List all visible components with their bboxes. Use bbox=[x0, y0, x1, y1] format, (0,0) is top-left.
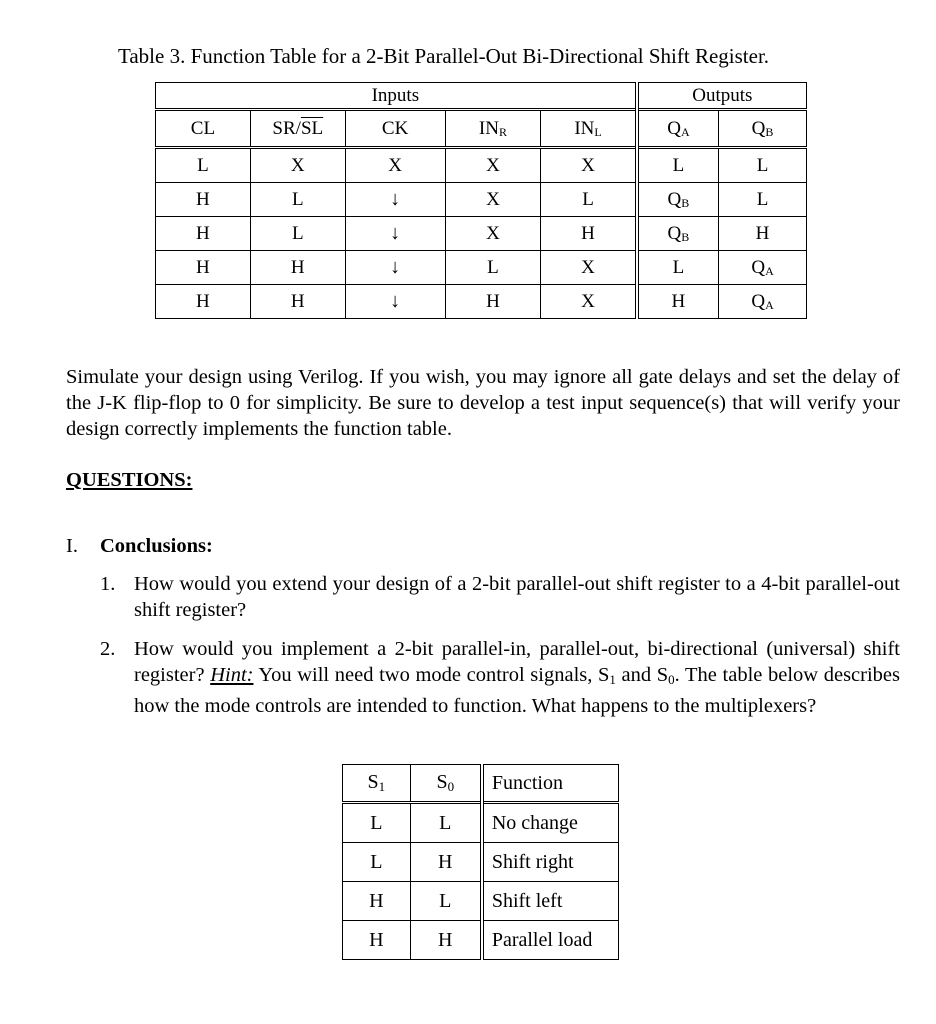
header-s0: $S_0$ bbox=[410, 765, 482, 803]
header-qb: $Q_B$ bbox=[719, 110, 807, 148]
mode-cell-s0: L bbox=[410, 882, 482, 921]
table-cell: L bbox=[156, 148, 251, 183]
function-table-shift-register bbox=[155, 82, 807, 319]
table-cell: X bbox=[250, 148, 345, 183]
header-function: Function bbox=[482, 765, 619, 803]
table-cell: L bbox=[541, 183, 637, 217]
header-in-r: $IN_R$ bbox=[445, 110, 541, 148]
table-cell: L bbox=[637, 251, 719, 285]
simulation-instructions: Simulate your design using Verilog. If you wish, you may ignore all gate delays and set the delay of the J-K flip-flop to 0 for simplicity. Be sure to develop a test input sequence(s) that will verify your design correctly implements the function table. bbox=[66, 366, 900, 440]
mode-cell-s0: L bbox=[410, 803, 482, 843]
header-qa: $Q_A$ bbox=[637, 110, 719, 148]
table-cell: ↓ bbox=[345, 217, 445, 251]
question-2-number: 2. bbox=[100, 638, 116, 660]
header-sr-sl: $SR/\overline{SL}$ bbox=[250, 110, 345, 148]
table-cell: H bbox=[156, 183, 251, 217]
question-1 bbox=[100, 571, 900, 623]
table-cell: X bbox=[445, 148, 541, 183]
table-row bbox=[156, 251, 807, 285]
table-cell: ↓ bbox=[345, 251, 445, 285]
table-cell: ↓ bbox=[345, 285, 445, 319]
table-cell: $Q_B$ bbox=[637, 217, 719, 251]
table-row bbox=[343, 843, 619, 882]
mode-cell-s0: H bbox=[410, 843, 482, 882]
table-cell: $Q_A$ bbox=[719, 251, 807, 285]
table-row bbox=[156, 148, 807, 183]
table-row bbox=[156, 217, 807, 251]
mode-cell-s1: H bbox=[343, 921, 411, 960]
conclusions-section-title: I. Conclusions: bbox=[66, 535, 213, 557]
table-cell: H bbox=[250, 251, 345, 285]
mode-cell-function: No change bbox=[482, 803, 619, 843]
table-caption: Table 3. Function Table for a 2-Bit Parallel-Out Bi-Directional Shift Register. bbox=[118, 44, 770, 68]
question-1-number: 1. bbox=[100, 573, 116, 595]
table-cell: H bbox=[156, 217, 251, 251]
table-cell: L bbox=[250, 217, 345, 251]
table-cell: $Q_A$ bbox=[719, 285, 807, 319]
table-cell: H bbox=[719, 217, 807, 251]
header-in-l: $IN_L$ bbox=[541, 110, 637, 148]
header-ck: CK bbox=[345, 110, 445, 148]
table-cell: L bbox=[719, 183, 807, 217]
header-cl: CL bbox=[156, 110, 251, 148]
mode-cell-function: Shift left bbox=[482, 882, 619, 921]
table-cell: H bbox=[637, 285, 719, 319]
table-cell: $Q_B$ bbox=[637, 183, 719, 217]
table-row bbox=[343, 803, 619, 843]
mode-cell-s1: L bbox=[343, 843, 411, 882]
table-cell: L bbox=[250, 183, 345, 217]
table-row bbox=[343, 882, 619, 921]
table-cell: H bbox=[445, 285, 541, 319]
question-2 bbox=[100, 636, 900, 740]
table-row bbox=[156, 183, 807, 217]
inputs-group-header: Inputs bbox=[156, 83, 637, 110]
table-cell: H bbox=[250, 285, 345, 319]
hint-label: Hint: bbox=[210, 664, 254, 686]
table-cell: L bbox=[719, 148, 807, 183]
table-cell: X bbox=[541, 148, 637, 183]
table-cell: ↓ bbox=[345, 183, 445, 217]
mode-cell-s1: H bbox=[343, 882, 411, 921]
table-cell: X bbox=[445, 183, 541, 217]
table-row bbox=[343, 921, 619, 960]
header-s1: $S_1$ bbox=[343, 765, 411, 803]
outputs-group-header: Outputs bbox=[637, 83, 807, 110]
table-cell: H bbox=[541, 217, 637, 251]
table-cell: X bbox=[541, 251, 637, 285]
table-cell: H bbox=[156, 251, 251, 285]
table-cell: H bbox=[156, 285, 251, 319]
mode-cell-s1: L bbox=[343, 803, 411, 843]
table-cell: L bbox=[445, 251, 541, 285]
mode-control-table bbox=[342, 764, 619, 960]
table-cell: L bbox=[637, 148, 719, 183]
table-row bbox=[156, 285, 807, 319]
question-1-text: How would you extend your design of a 2-bit parallel-out shift register to a 4-bit parallel-out shift register? bbox=[134, 573, 900, 621]
mode-cell-function: Parallel load bbox=[482, 921, 619, 960]
table-cell: X bbox=[445, 217, 541, 251]
table-cell: X bbox=[345, 148, 445, 183]
question-2-text: How would you implement a 2-bit parallel-in, parallel-out, bi-directional (universal) shift register? Hint: You will need two mode control signals, $S_1$ and $S_0$. The table below describes how the mode controls are intended to function. What happens to the multiplexers? bbox=[134, 638, 900, 717]
mode-cell-function: Shift right bbox=[482, 843, 619, 882]
mode-cell-s0: H bbox=[410, 921, 482, 960]
table-cell: X bbox=[541, 285, 637, 319]
questions-heading: QUESTIONS: bbox=[66, 469, 193, 491]
